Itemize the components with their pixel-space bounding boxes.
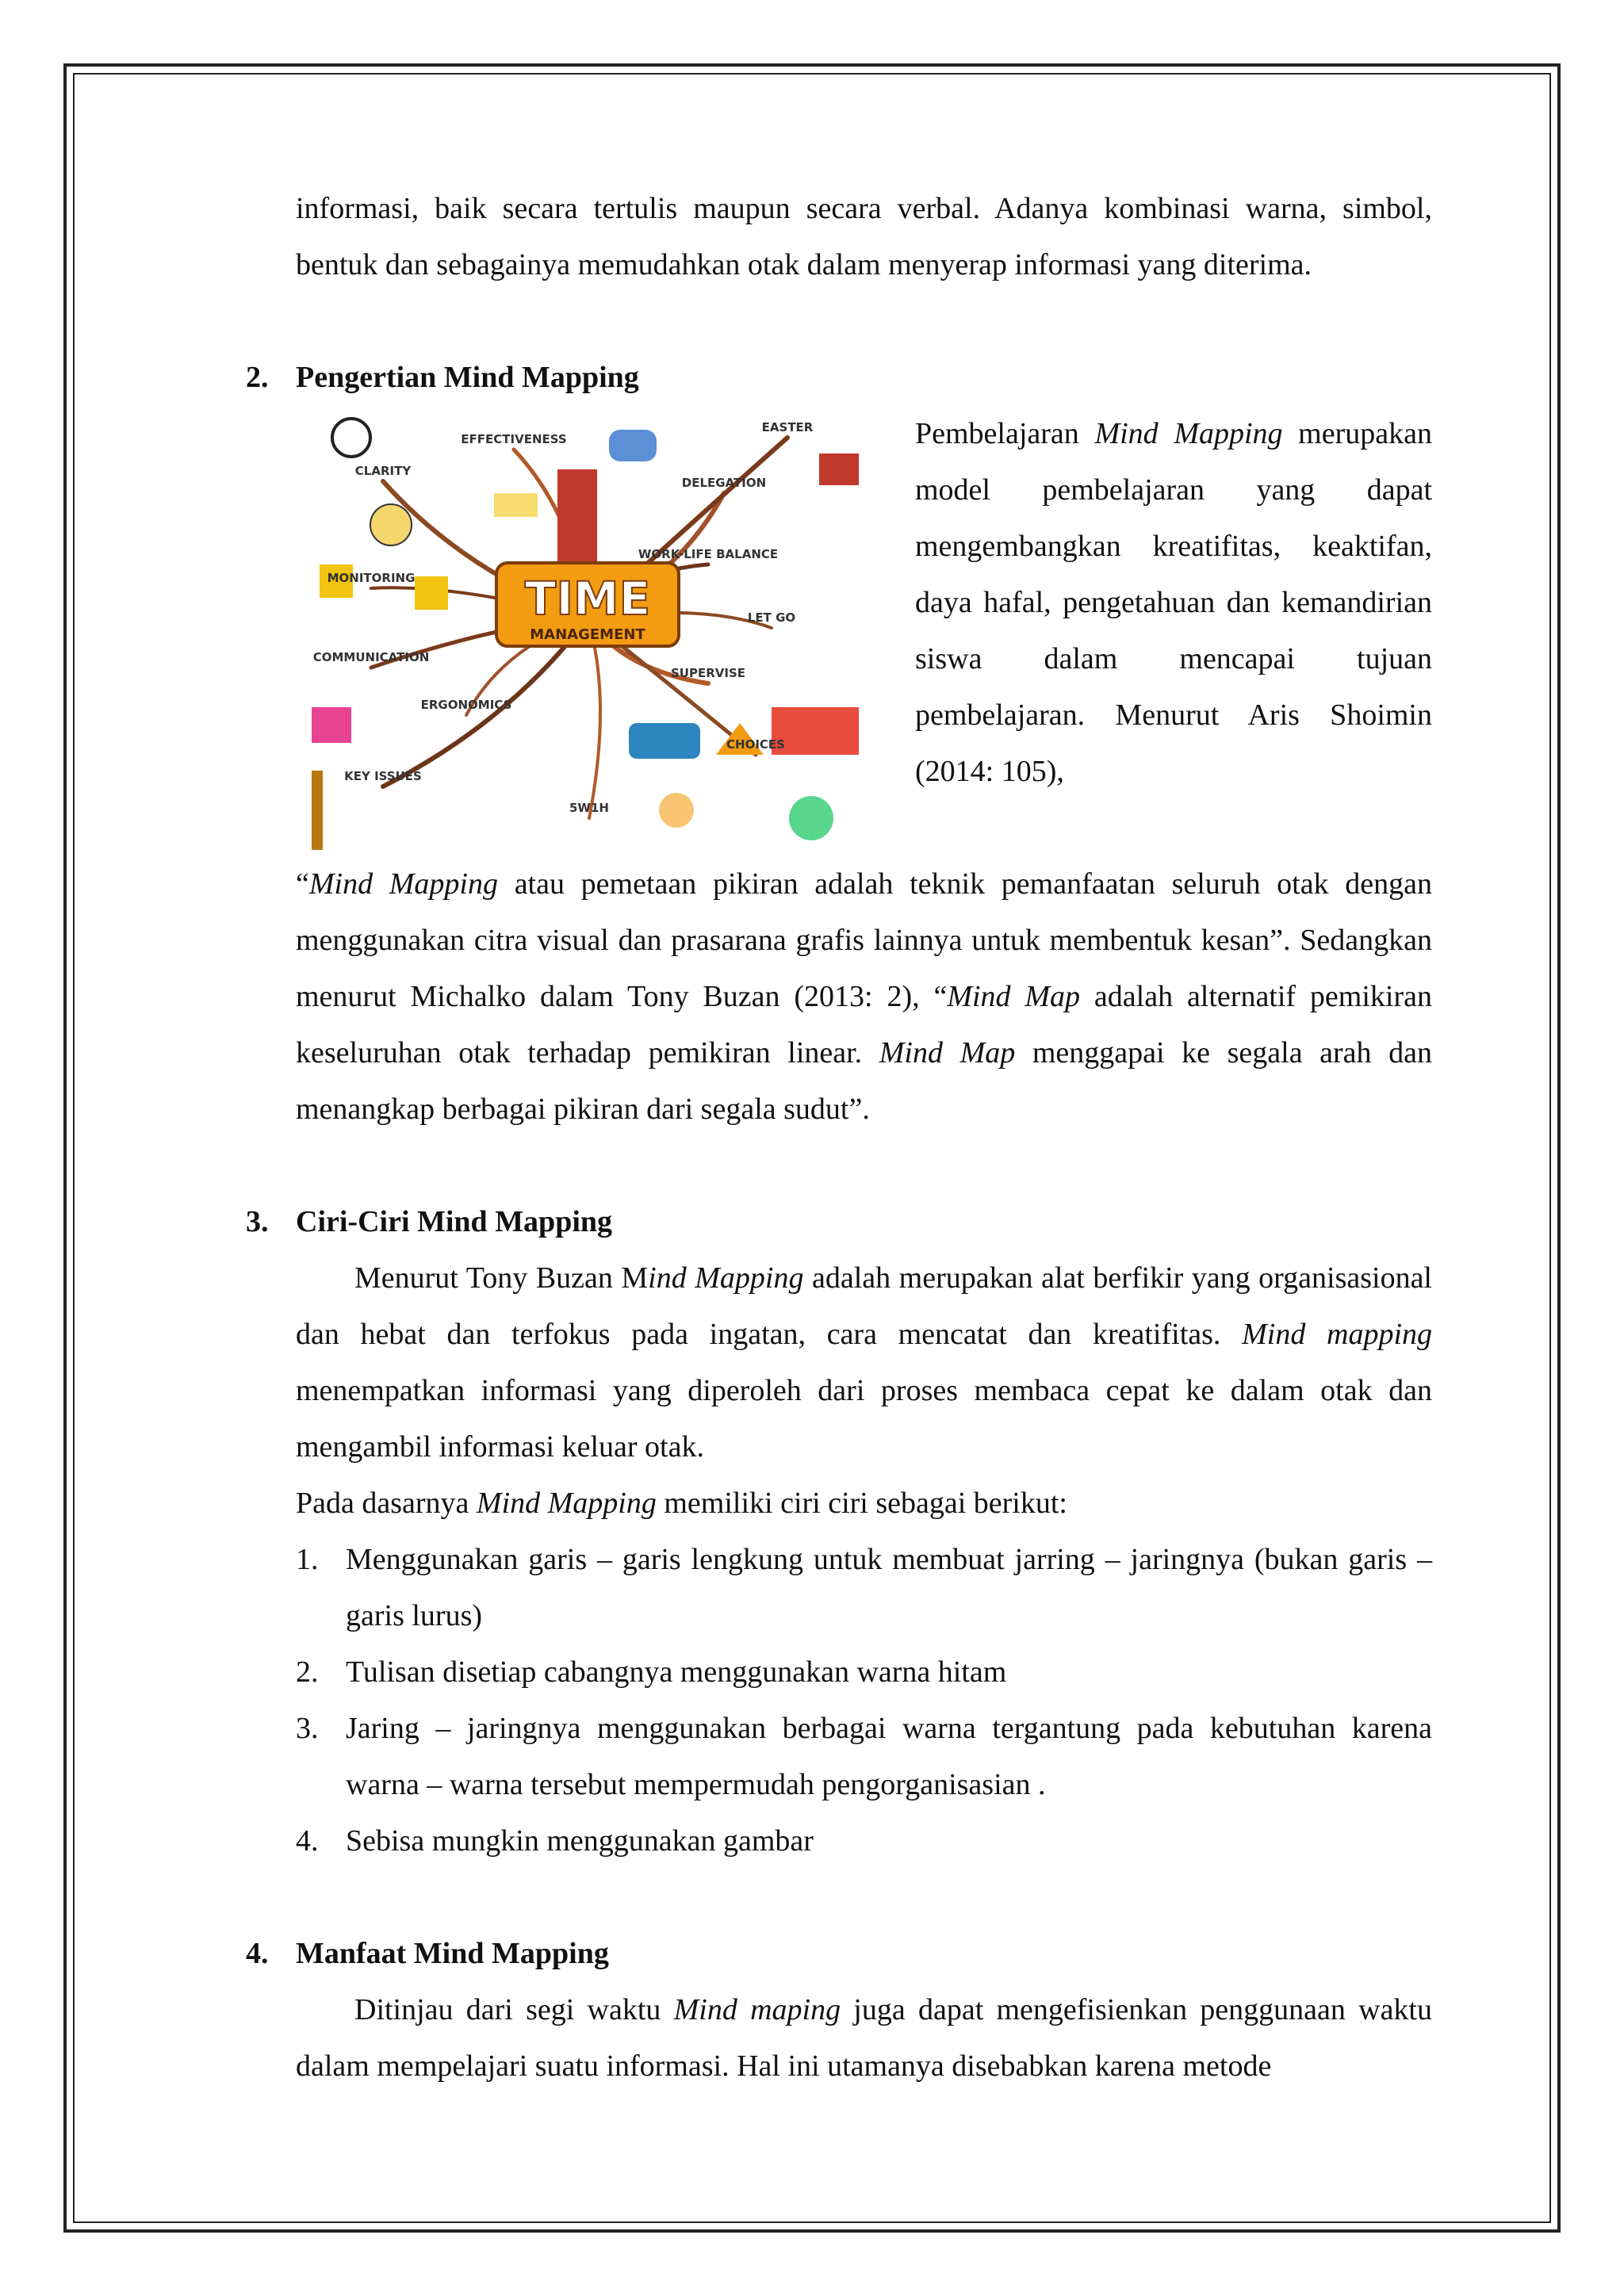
mind-map-illustration <box>296 406 880 856</box>
management-label: MANAGEMENT <box>530 626 645 643</box>
branch-label: CHOICES <box>726 737 785 752</box>
branch-label: EFFECTIVENESS <box>461 432 567 446</box>
key-icon <box>312 771 323 850</box>
note-icon <box>415 576 448 610</box>
section-4-paragraph: Ditinjau dari segi waktu Mind maping juga dapat mengefisienkan penggunaan waktu dalam mempelajari suatu informasi. Hal ini utamanya disebabkan karena metode <box>296 1993 1432 2083</box>
branch-line <box>588 618 600 818</box>
cheese-icon <box>494 493 538 517</box>
big-label-icon <box>629 723 700 759</box>
branch-label: LET GO <box>747 610 796 625</box>
mind-map-image <box>296 406 880 856</box>
list-item: 3. Jaring – jaringnya menggunakan berbagai warna tergantung pada kebutuhan karena warna – warna tersebut mempermudah pengorganisasian . <box>296 1712 1432 1801</box>
section-3-paragraph: Menurut Tony Buzan Mind Mapping adalah merupakan alat berfikir yang organisasional dan hebat dan terfokus pada ingatan, cara mencatat dan kreatifitas. Mind mapping menempatkan informasi yang diperoleh dari proses membaca cepat ke dalam otak dan mengambil informasi keluar otak. <box>296 1261 1433 1464</box>
branch-label: SUPERVISE <box>670 666 746 680</box>
section-3-heading <box>246 1194 1432 1250</box>
branch-label: WORK-LIFE BALANCE <box>638 547 779 561</box>
document-body <box>246 181 1432 2095</box>
features-lead: Pada dasarnya Mind Mapping memiliki ciri ciri sebagai berikut: <box>296 1487 1067 1520</box>
section-number: 2. <box>246 361 269 394</box>
list-item: 1. Menggunakan garis – garis lengkung untuk membuat jarring – jaringnya (bukan garis – garis lurus) <box>296 1543 1432 1632</box>
section-title: Manfaat Mind Mapping <box>296 1937 609 1970</box>
intro-paragraph: informasi, baik secara tertulis maupun secara verbal. Adanya kombinasi warna, simbol, bentuk dan sebagainya memudahkan otak dalam menyerap informasi yang diterima. <box>296 192 1432 281</box>
section-2-heading <box>246 350 1432 406</box>
cat-icon <box>370 504 412 545</box>
section-4-heading <box>246 1926 1432 1982</box>
section-number: 4. <box>246 1937 269 1970</box>
section-number: 3. <box>246 1205 269 1238</box>
list-item: 2. Tulisan disetiap cabangnya menggunakan warna hitam <box>296 1655 1007 1689</box>
branch-label: MONITORING <box>327 571 416 585</box>
time-label: TIME <box>524 572 651 626</box>
mug-icon <box>789 796 833 840</box>
branch-label: COMMUNICATION <box>312 650 430 664</box>
quote-paragraph: “Mind Mapping atau pemetaan pikiran adalah teknik pemanfaatan seluruh otak dengan menggunakan citra visual dan prasarana grafis lainnya untuk membentuk kesan”. Sedangkan menurut Michalko dalam Tony Buzan (2013: 2), “Mind Map adalah alternatif pemikiran keseluruhan otak terhadap pemikiran linear. Mind Map menggapai ke segala arah dan menangkap berbagai pikiran dari segala sudut”. <box>296 867 1432 1126</box>
features-list <box>246 1532 1432 1869</box>
list-item: 4. Sebisa mungkin menggunakan gambar <box>296 1824 814 1858</box>
branch-label: CLARITY <box>354 464 412 478</box>
books-icon <box>819 453 859 485</box>
coffee-icon <box>659 793 694 828</box>
branch-label: EASTER <box>761 420 814 434</box>
magnifier-icon <box>332 419 370 457</box>
branch-label: DELEGATION <box>681 476 767 490</box>
mind-mapping-definition: Pembelajaran Mind Mapping merupakan model pembelajaran yang dapat mengembangkan kreatifitas, keaktifan, daya hafal, pengetahuan dan kemandirian siswa dalam mencapai tujuan pembelajaran. Menurut Aris Shoimin (2014: 105), <box>915 417 1432 788</box>
brain-icon <box>609 430 657 461</box>
branch-label: KEY ISSUES <box>344 769 422 783</box>
branch-label: ERGONOMICS <box>420 698 512 712</box>
section-title: Ciri-Ciri Mind Mapping <box>296 1205 613 1238</box>
branch-label: 5W1H <box>569 801 609 815</box>
figure-row <box>246 406 1432 856</box>
section-title: Pengertian Mind Mapping <box>296 361 639 394</box>
gift-icon <box>312 707 351 743</box>
